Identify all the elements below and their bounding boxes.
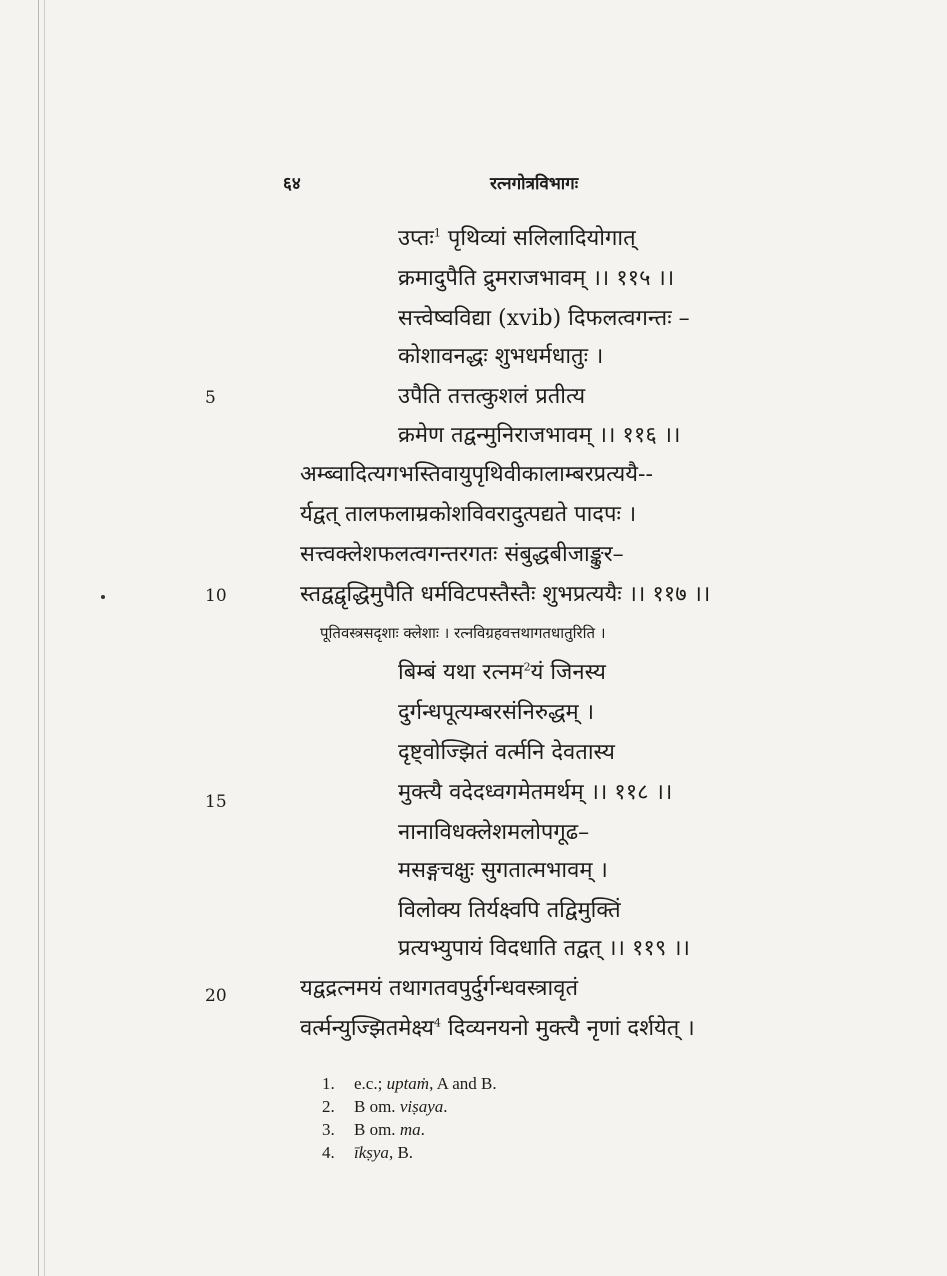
- page-edge-line: [44, 0, 45, 1276]
- footnote: 4. īkṣya, B.: [322, 1143, 414, 1162]
- text-line: क्रमादुपैति द्रुमराजभावम् ।। ११५ ।।: [398, 266, 675, 291]
- text-line: उपैति तत्तत्कुशलं प्रतीत्य: [398, 384, 586, 409]
- line-number: 20: [205, 986, 227, 1006]
- footnote: 3. B om. ma.: [322, 1120, 425, 1139]
- text-line: बिम्बं यथा रत्नम$^2$यं जिनस्य: [398, 660, 606, 685]
- ink-speck: [101, 595, 105, 599]
- text-line: नानाविधक्लेशमलोपगूढ–: [398, 820, 590, 845]
- text-line: र्यद्वत् तालफलाम्रकोशविवरादुत्पद्यते पादपः ।: [300, 502, 637, 527]
- page-edge-line: [38, 0, 39, 1276]
- text-line: दृष्ट्वोज्झितं वर्त्मनि देवतास्य: [398, 740, 615, 765]
- text-line: कोशावनद्धः शुभधर्मधातुः ।: [398, 344, 604, 369]
- text-line: यद्वद्रत्नमयं तथागतवपुर्दुर्गन्धवस्त्रावृतं: [300, 976, 579, 1001]
- prose-line: पूतिवस्त्रसदृशाः क्लेशाः । रत्नविग्रहवत्तथागतधातुरिति ।: [320, 624, 606, 642]
- text-line: विलोक्य तिर्यक्ष्वपि तद्विमुक्तिं: [398, 898, 621, 923]
- text-line: मसङ्गचक्षुः सुगतात्मभावम् ।: [398, 858, 608, 883]
- text-line: सत्त्वेष्वविद्या (xvib) दिफलत्वगन्तः –: [398, 306, 690, 331]
- line-number: 10: [205, 586, 227, 606]
- text-line: स्तद्वद्वृद्धिमुपैति धर्मविटपस्तैस्तैः शुभप्रत्ययैः ।। ११७ ।।: [300, 582, 711, 607]
- text-line: वर्त्मन्युज्झितमेक्ष्य$^4$ दिव्यनयनो मुक्त्यै नृणां दर्शयेत् ।: [300, 1016, 695, 1041]
- line-number: 15: [205, 792, 227, 812]
- footnotes: [322, 1072, 497, 1164]
- text-line: दुर्गन्धपूत्यम्बरसंनिरुद्धम् ।: [398, 700, 595, 725]
- text-line: सत्त्वक्लेशफलत्वगन्तरगतः संबुद्धबीजाङ्कुर–: [300, 542, 624, 567]
- page-number: ६४: [283, 174, 301, 194]
- text-line: क्रमेण तद्वन्मुनिराजभावम् ।। ११६ ।।: [398, 423, 681, 448]
- line-number: 5: [205, 388, 216, 408]
- text-line: मुक्त्यै वदेदध्वगमेतमर्थम् ।। ११८ ।।: [398, 780, 673, 805]
- footnote: 2. B om. viṣaya.: [322, 1097, 448, 1116]
- running-title: रत्नगोत्रविभागः: [490, 174, 579, 194]
- footnote: 1. e.c.; uptaṁ, A and B.: [322, 1074, 497, 1093]
- text-line: प्रत्यभ्युपायं विदधाति तद्वत् ।। ११९ ।।: [398, 936, 690, 961]
- text-line: अम्ब्वादित्यगभस्तिवायुपृथिवीकालाम्बरप्रत्ययै--: [300, 462, 653, 487]
- text-line: उप्तः$^1$ पृथिव्यां सलिलादियोगात्: [398, 226, 636, 251]
